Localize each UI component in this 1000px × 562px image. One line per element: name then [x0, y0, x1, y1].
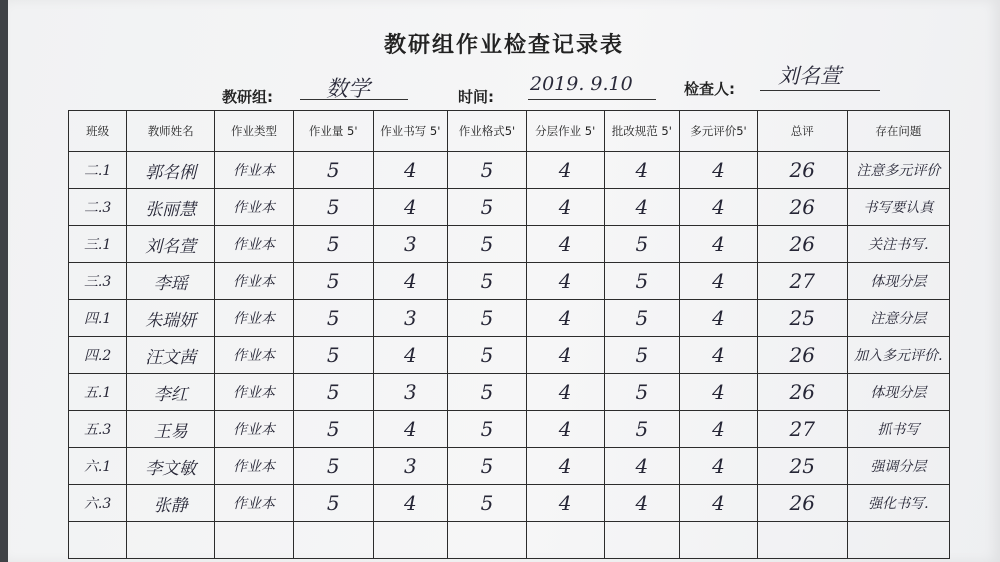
cell-format: 5	[448, 411, 527, 448]
header-amount: 作业量 5'	[293, 111, 373, 152]
empty-row	[69, 522, 950, 559]
cell-marking: 5	[604, 263, 680, 300]
cell-layered: 4	[526, 226, 604, 263]
cell-type: 作业本	[215, 448, 294, 485]
cell-format: 5	[448, 152, 527, 189]
group-label: 教研组:	[222, 88, 273, 106]
time-value: 2019. 9.10	[530, 73, 633, 95]
cell-type: 作业本	[215, 226, 294, 263]
table-row	[69, 300, 950, 337]
cell-issue: 关注书写.	[847, 226, 949, 263]
cell-marking: 5	[604, 337, 680, 374]
header-type: 作业类型	[215, 111, 294, 152]
cell-evaluation: 4	[680, 448, 758, 485]
cell-evaluation: 4	[680, 411, 758, 448]
empty-cell	[69, 522, 127, 559]
cell-marking: 4	[604, 152, 680, 189]
cell-teacher: 李文敏	[127, 448, 215, 485]
cell-marking: 5	[604, 411, 680, 448]
header-row	[69, 111, 950, 152]
header-class: 班级	[69, 111, 127, 152]
cell-writing: 3	[373, 226, 448, 263]
page-title: 教研组作业检查记录表	[383, 33, 624, 58]
cell-class: 六.3	[69, 485, 127, 522]
cell-teacher: 张静	[127, 485, 215, 522]
empty-cell	[757, 522, 847, 559]
cell-amount: 5	[293, 300, 373, 337]
cell-amount: 5	[293, 448, 373, 485]
cell-class: 三.1	[69, 226, 127, 263]
table-row	[69, 411, 950, 448]
cell-evaluation: 4	[680, 263, 758, 300]
cell-class: 四.1	[69, 300, 127, 337]
cell-writing: 4	[373, 189, 448, 226]
cell-type: 作业本	[215, 337, 294, 374]
cell-layered: 4	[526, 263, 604, 300]
cell-total: 26	[757, 374, 847, 411]
cell-class: 四.2	[69, 337, 127, 374]
cell-issue: 书写要认真	[847, 189, 949, 226]
table-row	[69, 263, 950, 300]
cell-amount: 5	[293, 485, 373, 522]
cell-layered: 4	[526, 448, 604, 485]
cell-teacher: 李红	[127, 374, 215, 411]
empty-cell	[293, 522, 373, 559]
cell-format: 5	[448, 189, 527, 226]
cell-class: 三.3	[69, 263, 127, 300]
cell-class: 五.3	[69, 411, 127, 448]
table-row	[69, 448, 950, 485]
cell-writing: 4	[373, 337, 448, 374]
cell-teacher: 张丽慧	[127, 189, 215, 226]
cell-issue: 抓书写	[847, 411, 949, 448]
cell-format: 5	[448, 337, 527, 374]
group-value: 数学	[326, 77, 371, 102]
cell-issue: 体现分层	[847, 374, 949, 411]
cell-format: 5	[448, 300, 527, 337]
empty-cell	[847, 522, 949, 559]
cell-issue: 体现分层	[847, 263, 949, 300]
cell-type: 作业本	[215, 411, 294, 448]
cell-teacher: 刘名萱	[127, 226, 215, 263]
cell-layered: 4	[526, 300, 604, 337]
header-issues: 存在问题	[847, 111, 949, 152]
cell-layered: 4	[526, 485, 604, 522]
cell-type: 作业本	[215, 300, 294, 337]
table-row	[69, 226, 950, 263]
empty-cell	[604, 522, 680, 559]
header-writing: 作业书写 5'	[373, 111, 448, 152]
table-row	[69, 337, 950, 374]
header-marking: 批改规范 5'	[604, 111, 680, 152]
cell-format: 5	[448, 485, 527, 522]
paper-sheet	[8, 0, 1000, 562]
cell-total: 27	[757, 411, 847, 448]
header-total: 总评	[757, 111, 847, 152]
cell-type: 作业本	[215, 374, 294, 411]
empty-cell	[680, 522, 758, 559]
table-row	[69, 152, 950, 189]
cell-total: 26	[757, 485, 847, 522]
cell-amount: 5	[293, 226, 373, 263]
time-label: 时间:	[458, 88, 494, 106]
cell-issue: 注意分层	[847, 300, 949, 337]
cell-layered: 4	[526, 152, 604, 189]
cell-evaluation: 4	[680, 300, 758, 337]
cell-marking: 4	[604, 485, 680, 522]
cell-format: 5	[448, 226, 527, 263]
cell-writing: 4	[373, 263, 448, 300]
cell-teacher: 李瑶	[127, 263, 215, 300]
cell-issue: 强化书写.	[847, 485, 949, 522]
cell-class: 二.3	[69, 189, 127, 226]
cell-class: 六.1	[69, 448, 127, 485]
cell-writing: 3	[373, 448, 448, 485]
cell-writing: 4	[373, 152, 448, 189]
cell-layered: 4	[526, 411, 604, 448]
cell-type: 作业本	[215, 263, 294, 300]
cell-total: 26	[757, 189, 847, 226]
cell-amount: 5	[293, 337, 373, 374]
cell-writing: 4	[373, 485, 448, 522]
cell-teacher: 朱瑞妍	[127, 300, 215, 337]
cell-marking: 5	[604, 300, 680, 337]
empty-cell	[215, 522, 294, 559]
table-row	[69, 485, 950, 522]
cell-evaluation: 4	[680, 189, 758, 226]
cell-amount: 5	[293, 152, 373, 189]
cell-amount: 5	[293, 189, 373, 226]
cell-issue: 加入多元评价.	[847, 337, 949, 374]
cell-layered: 4	[526, 337, 604, 374]
cell-issue: 强调分层	[847, 448, 949, 485]
cell-type: 作业本	[215, 485, 294, 522]
cell-type: 作业本	[215, 152, 294, 189]
cell-total: 27	[757, 263, 847, 300]
empty-cell	[127, 522, 215, 559]
cell-layered: 4	[526, 374, 604, 411]
cell-evaluation: 4	[680, 226, 758, 263]
empty-cell	[526, 522, 604, 559]
cell-amount: 5	[293, 374, 373, 411]
table-row	[69, 189, 950, 226]
cell-writing: 3	[373, 374, 448, 411]
record-table	[68, 110, 950, 559]
empty-cell	[373, 522, 448, 559]
cell-evaluation: 4	[680, 152, 758, 189]
cell-class: 二.1	[69, 152, 127, 189]
cell-evaluation: 4	[680, 485, 758, 522]
header-teacher: 教师姓名	[127, 111, 215, 152]
cell-format: 5	[448, 448, 527, 485]
cell-total: 26	[757, 226, 847, 263]
cell-evaluation: 4	[680, 374, 758, 411]
cell-total: 26	[757, 152, 847, 189]
inspector-value: 刘名萱	[778, 64, 841, 88]
cell-amount: 5	[293, 411, 373, 448]
cell-marking: 4	[604, 189, 680, 226]
cell-class: 五.1	[69, 374, 127, 411]
cell-issue: 注意多元评价	[847, 152, 949, 189]
cell-format: 5	[448, 374, 527, 411]
header-evaluation: 多元评价5'	[680, 111, 758, 152]
cell-marking: 5	[604, 374, 680, 411]
cell-teacher: 王易	[127, 411, 215, 448]
cell-type: 作业本	[215, 189, 294, 226]
cell-marking: 4	[604, 448, 680, 485]
cell-teacher: 汪文茜	[127, 337, 215, 374]
cell-writing: 3	[373, 300, 448, 337]
empty-cell	[448, 522, 527, 559]
header-layered: 分层作业 5'	[526, 111, 604, 152]
cell-teacher: 郭名俐	[127, 152, 215, 189]
inspector-label: 检查人:	[684, 80, 735, 98]
cell-format: 5	[448, 263, 527, 300]
cell-total: 25	[757, 448, 847, 485]
header-format: 作业格式5'	[448, 111, 527, 152]
cell-layered: 4	[526, 189, 604, 226]
table-row	[69, 374, 950, 411]
cell-evaluation: 4	[680, 337, 758, 374]
cell-total: 26	[757, 337, 847, 374]
cell-writing: 4	[373, 411, 448, 448]
cell-total: 25	[757, 300, 847, 337]
cell-marking: 5	[604, 226, 680, 263]
cell-amount: 5	[293, 263, 373, 300]
